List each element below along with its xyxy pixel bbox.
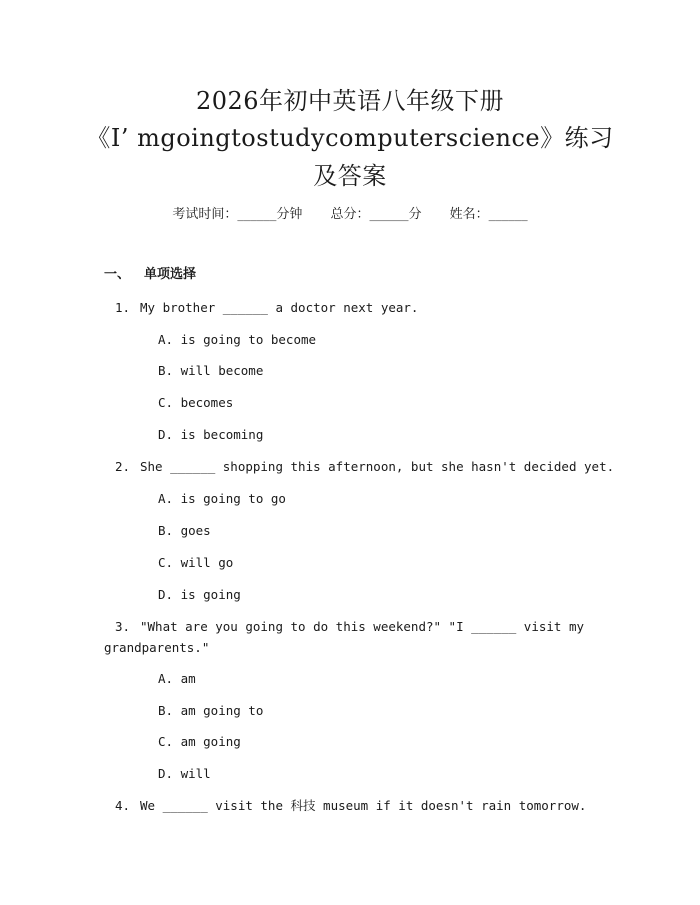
exam-score: 总分：______分 (330, 207, 422, 222)
page-title-line-1: 2026年初中英语八年级下册 (195, 87, 505, 115)
question-text: We ______ visit the 科技 museum if it doesn't rain tomorrow. (140, 798, 587, 813)
exam-time: 考试时间：______分钟 (172, 207, 303, 222)
question-2 (104, 457, 614, 477)
option-1b: B. will become (158, 363, 264, 378)
page-title-line-3: 及答案 (313, 162, 387, 190)
question-3 (104, 617, 584, 637)
option-2b: B. goes (158, 523, 211, 538)
question-number: 4. (114, 798, 130, 813)
option-1d: D. is becoming (158, 427, 264, 442)
option-3a: A. am (158, 671, 196, 686)
question-text: She ______ shopping this afternoon, but she hasn't decided yet. (140, 459, 615, 474)
question-number: 1. (114, 300, 130, 315)
option-2a: A. is going to go (158, 491, 286, 506)
option-1a: A. is going to become (158, 332, 317, 347)
option-2d: D. is going (158, 587, 241, 602)
option-3c: C. am going (158, 734, 241, 749)
exam-name: 姓名：______ (449, 207, 528, 222)
page-title-line-2: 《I’ mgoingtostudycomputerscience》练习 (86, 124, 614, 152)
question-text: My brother ______ a doctor next year. (140, 300, 419, 315)
option-3b: B. am going to (158, 703, 264, 718)
exam-meta (0, 206, 700, 224)
question-3-continuation: grandparents." (104, 640, 210, 655)
option-1c: C. becomes (158, 395, 234, 410)
question-number: 2. (114, 459, 130, 474)
section-label: 单项选择 (144, 267, 197, 282)
section-number: 一、 (104, 267, 131, 282)
section-heading (104, 266, 196, 284)
question-text: "What are you going to do this weekend?" "I ______ visit my (140, 619, 585, 634)
question-number: 3. (114, 619, 130, 634)
question-1 (104, 298, 418, 318)
question-4 (104, 796, 586, 816)
option-3d: D. will (158, 766, 211, 781)
option-2c: C. will go (158, 555, 234, 570)
